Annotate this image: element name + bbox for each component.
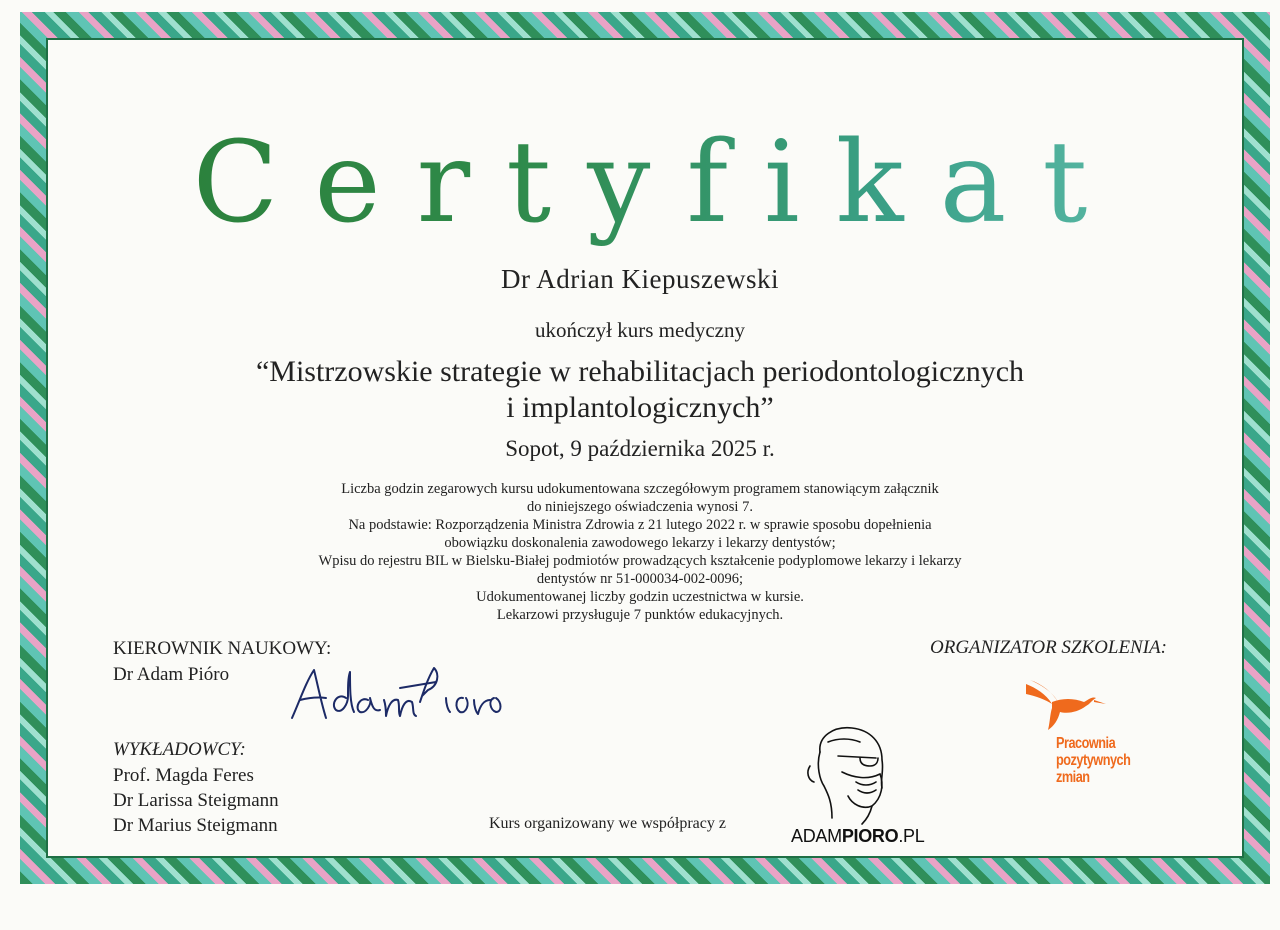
organizer-heading: ORGANIZATOR SZKOLENIA: (930, 637, 1167, 658)
pracownia-line: zmian (1056, 769, 1090, 786)
recipient-name: Dr Adrian Kiepuszewski (501, 264, 779, 294)
wordmark-bold: PIORO (841, 826, 899, 846)
course-title-line: “Mistrzowskie strategie w rehabilitacjach periodontologicznych (255, 355, 1025, 388)
legal-line: do niniejszego oświadczenia wynosi 7. (527, 499, 753, 515)
pracownia-logo-text (1056, 735, 1130, 786)
legal-line: obowiązku doskonalenia zawodowego lekarzy i lekarzy dentystów; (444, 535, 836, 551)
course-title (0, 354, 1280, 426)
lecturer-name: Prof. Magda Feres (113, 765, 254, 786)
wordmark-suffix: .PL (898, 826, 925, 846)
wordmark-prefix: ADAM (791, 826, 842, 846)
legal-notice (0, 480, 1280, 624)
lecturer-name: Dr Larissa Steigmann (113, 790, 279, 811)
pracownia-line: Pracownia (1056, 735, 1116, 752)
lecturers-list (113, 763, 279, 838)
hummingbird-icon (1022, 680, 1106, 732)
adampioro-face-logo (798, 722, 898, 826)
legal-line: dentystów nr 51-000034-002-0096; (536, 571, 744, 587)
lecturer-name: Dr Marius Steigmann (113, 815, 278, 836)
completed-text: ukończył kurs medyczny (535, 318, 745, 342)
legal-line: Liczba godzin zegarowych kursu udokumentowana szczegółowym programem stanowiącym załącznik (341, 481, 939, 497)
scientific-director-name: Dr Adam Pióro (113, 664, 230, 685)
pracownia-line: pozytywnych (1056, 752, 1131, 769)
course-title-line: i implantologicznych” (506, 391, 774, 424)
legal-line: Udokumentowanej liczby godzin uczestnictwa w kursie. (476, 589, 804, 605)
legal-line: Na podstawie: Rozporządzenia Ministra Zdrowia z 21 lutego 2022 r. w sprawie sposobu dopełnienia (348, 517, 932, 533)
signature (288, 660, 503, 725)
legal-line: Wpisu do rejestru BIL w Bielsku-Białej podmiotów prowadzących kształcenie podyplomowe lekarzy i lekarzy (318, 553, 962, 569)
lecturers-heading: WYKŁADOWCY: (113, 739, 246, 760)
cooperation-text: Kurs organizowany we współpracy z (489, 815, 726, 832)
legal-line: Lekarzowi przysługuje 7 punktów edukacyjnych. (496, 607, 784, 623)
place-date: Sopot, 9 października 2025 r. (505, 436, 775, 461)
certificate-title: Certyfikat (0, 118, 1280, 248)
scientific-director-heading: KIEROWNIK NAUKOWY: (113, 638, 332, 659)
adampioro-wordmark (791, 826, 924, 847)
